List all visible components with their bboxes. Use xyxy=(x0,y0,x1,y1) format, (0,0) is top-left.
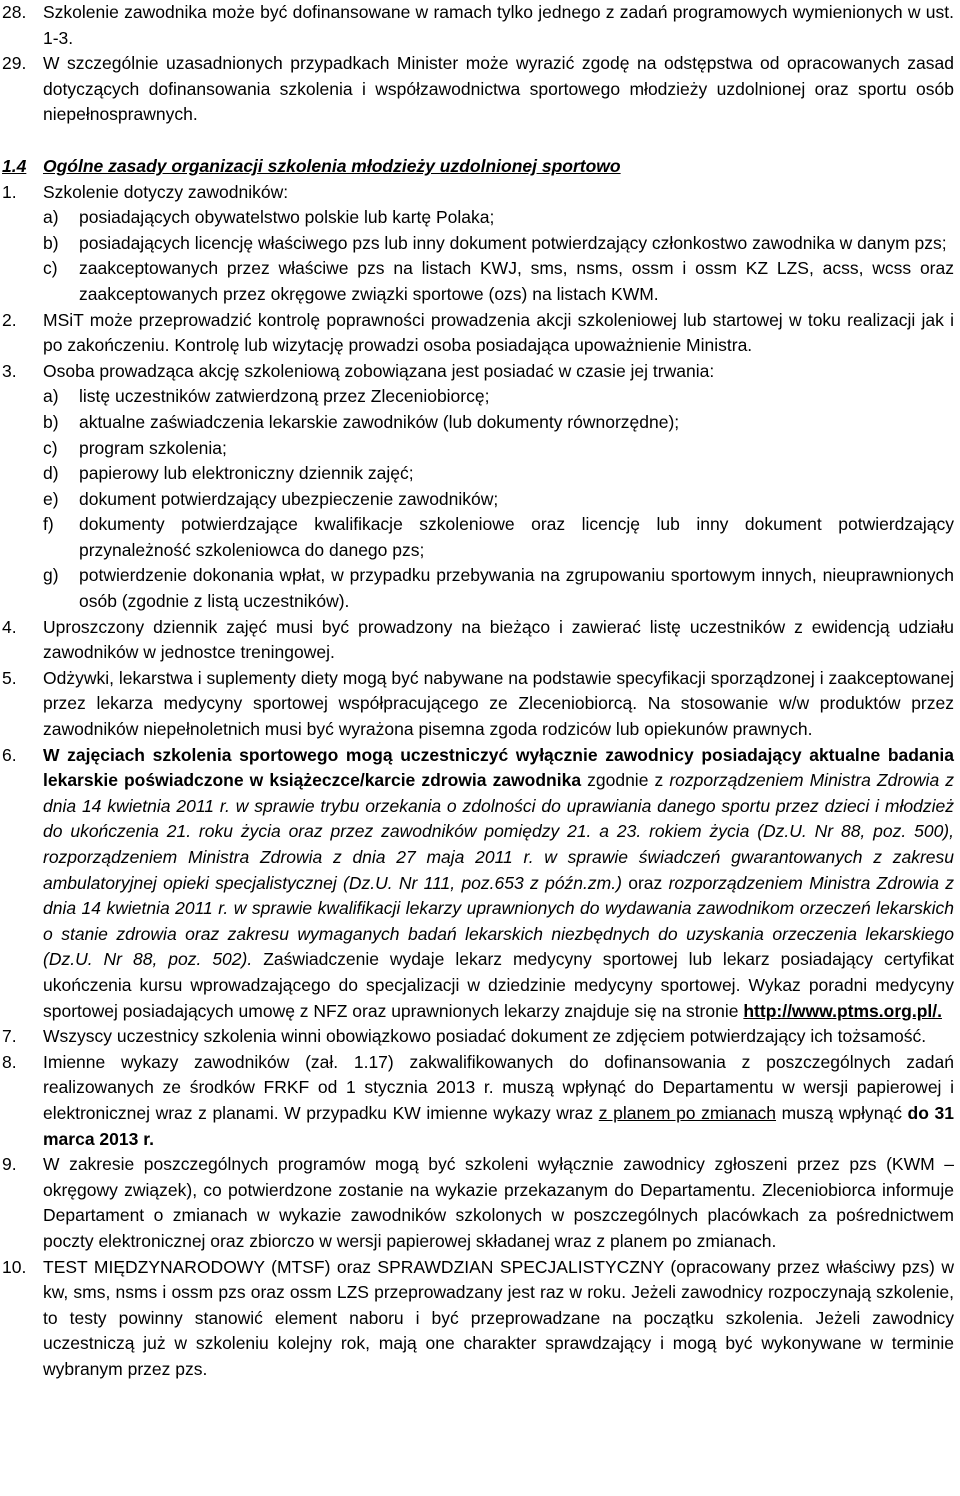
point-text: MSiT może przeprowadzić kontrolę poprawności prowadzenia akcji szkoleniowej lub startowej w toku realizacji jak i po zakończeniu. Kontrolę lub wizytację prowadzi osoba posiadająca upoważnienie Ministra. xyxy=(43,309,954,356)
point-3 xyxy=(0,359,960,615)
point-10 xyxy=(0,1255,960,1383)
point-8 xyxy=(0,1050,960,1152)
list-item: b) posiadających licencję właściwego pzs lub inny dokument potwierdzający członkostwo zawodnika w danym pzs; xyxy=(43,232,947,253)
point-number: 6. xyxy=(2,744,17,765)
list-item: c) zaakceptowanych przez właściwe pzs na listach KWJ, sms, nsms, ossm i ossm KZ LZS, acss, wcss oraz zaakceptowanych przez okręgowe związki sportowe (ozs) na listach KWM. xyxy=(43,258,954,304)
point-number: 2. xyxy=(2,309,17,330)
section-number: 1.4 xyxy=(2,155,27,176)
point-intro: Szkolenie dotyczy zawodników: xyxy=(43,181,289,202)
point-5 xyxy=(0,666,960,743)
paragraph-text: W szczególnie uzasadnionych przypadkach Minister może wyrazić zgodę na odstępstwa od opracowanych zasad dotyczących dofinansowania szkolenia i współzawodnictwa sportowego młodzieży uzdolnionej oraz sportu osób niepełnosprawnych. xyxy=(43,53,954,125)
bold-text: W zajęciach szkolenia sportowego mogą uczestniczyć wyłącznie zawodnicy posiadający aktualne badania lekarskie poświadczone w książeczce/karcie zdrowia zawodnika xyxy=(43,744,954,791)
point-9 xyxy=(0,1152,960,1254)
point-1 xyxy=(0,180,960,308)
paragraph-number: 28. xyxy=(2,2,27,22)
list-item: b) aktualne zaświadczenia lekarskie zawodników (lub dokumenty równorzędne); xyxy=(43,411,680,432)
point-number: 1. xyxy=(2,181,17,202)
ptms-link[interactable]: http://www.ptms.org.pl/. xyxy=(743,1000,942,1021)
point-number: 9. xyxy=(2,1154,17,1175)
list-item: a) listę uczestników zatwierdzoną przez Zleceniobiorcę; xyxy=(43,386,490,407)
paragraph-text: Szkolenie zawodnika może być dofinansowane w ramach tylko jednego z zadań programowych wymienionych w ust. 1-3. xyxy=(43,2,954,48)
point-number: 10. xyxy=(2,1256,27,1277)
point-4 xyxy=(0,615,960,666)
point-number: 8. xyxy=(2,1051,17,1072)
paragraph-number: 29. xyxy=(2,53,27,74)
paragraph-29 xyxy=(0,51,960,128)
point-intro: Osoba prowadząca akcję szkoleniową zobowiązana jest posiadać w czasie jej trwania: xyxy=(43,360,715,381)
section-title: Ogólne zasady organizacji szkolenia młodzieży uzdolnionej sportowo xyxy=(43,155,621,176)
point-text: Odżywki, lekarstwa i suplementy diety mogą być nabywane na podstawie specyfikacji sporządzonej i zaakceptowanej przez lekarza medycyny sportowej współpracującego ze Zleceniobiorcą. Na stosowanie w/w produktów przez zawodników niepełnoletnich musi być wyrażona pisemna zgoda rodziców lub opiekunów prawnych. xyxy=(43,667,954,740)
deadline-date: do 31 marca 2013 r. xyxy=(43,1102,954,1149)
list-item: f) dokumenty potwierdzające kwalifikacje szkoleniowe oraz licencję lub inny dokument potwierdzający przynależność szkoleniowca do danego pzs; xyxy=(43,514,954,560)
list-item: c) program szkolenia; xyxy=(43,437,227,458)
point-text: W zakresie poszczególnych programów mogą być szkoleni wyłącznie zawodnicy zgłoszeni przez pzs (KWM – okręgowy związek), co potwierdzone zostanie na wykazie przekazanym do Departamentu. Zleceniobiorca informuje Departament o zmianach w wykazie zawodników szkolonych w poszczególnych placówkach za pośrednictwem poczty elektronicznej oraz zbiorczo w wersji papierowej składanej wraz z planem po zmianach. xyxy=(43,1154,954,1251)
point-number: 3. xyxy=(2,360,17,381)
regulation-citation: rozporządzeniem Ministra Zdrowia z dnia 27 maja 2011 r. w sprawie świadczeń gwarantowanych z zakresu ambulatoryjnej opieki specjalistycznej (Dz.U. Nr 111, poz.653 z późn.zm.) xyxy=(43,847,954,893)
point-text: Wszyscy uczestnicy szkolenia winni obowiązkowo posiadać dokument ze zdjęciem potwierdzający ich tożsamość. xyxy=(43,1026,927,1047)
point-number: 7. xyxy=(2,1026,17,1047)
list-item: a) posiadających obywatelstwo polskie lub kartę Polaka; xyxy=(43,207,495,228)
point-number: 5. xyxy=(2,667,17,688)
point-6 xyxy=(0,743,960,1025)
regulation-citation: rozporządzeniem Ministra Zdrowia z dnia 14 kwietnia 2011 r. w sprawie kwalifikacji lekarzy uprawnionych do wydawania zawodnikom orzeczeń lekarskich o stanie zdrowia oraz zakresu wymaganych badań lekarskich niezbędnych do uzyskania orzeczenia lekarskiego (Dz.U. Nr 88, poz. 502). xyxy=(43,872,954,970)
paragraph-28 xyxy=(0,0,960,51)
point-7 xyxy=(0,1024,960,1050)
section-heading xyxy=(0,154,960,180)
list-item: g) potwierdzenie dokonania wpłat, w przypadku przebywania na zgrupowaniu sportowym innych, nieuprawnionych osób (zgodnie z listą uczestników). xyxy=(43,565,954,612)
underlined-text: z planem po zmianach xyxy=(598,1102,777,1123)
point-text: TEST MIĘDZYNARODOWY (MTSF) oraz SPRAWDZIAN SPECJALISTYCZNY (opracowany przez właściwy pzs) w kw, sms, nsms i ossm pzs oraz ossm LZS przeprowadzany jest raz w roku. Jeżeli zawodnicy rozpoczynają szkolenie, to testy powinny stanowić element naboru i być przeprowadzane na początku szkolenia. Jeżeli zawodnicy uczestniczą już w szkoleniu kolejny rok, mają one charakter sprawdzający i mogą być wykonywane w terminie wybranym przez pzs. xyxy=(43,1256,954,1379)
point-number: 4. xyxy=(2,616,17,637)
regulation-citation: rozporządzeniem Ministra Zdrowia z dnia 14 kwietnia 2011 r. w sprawie trybu orzekania o zdolności do uprawiania danego sportu przez dzieci i młodzież do ukończenia 21. roku życia oraz przez zawodników pomiędzy 21. a 23. rokiem życia (Dz.U. Nr 88, poz. 500), xyxy=(43,770,954,842)
list-item: d) papierowy lub elektroniczny dziennik zajęć; xyxy=(43,463,414,484)
point-text: W zajęciach szkolenia sportowego mogą uczestniczyć wyłącznie zawodnicy posiadający aktualne badania lekarskie poświadczone w książeczce/karcie zdrowia zawodnika zgodnie z rozporządzeniem Ministra Zdrowia z dnia 14 kwietnia 2011 r. w sprawie trybu orzekania o zdolności do uprawiania danego sportu przez dzieci i młodzież do ukończenia 21. roku życia oraz przez zawodników pomiędzy 21. a 23. rokiem życia (Dz.U. Nr 88, poz. 500), rozporządzeniem Ministra Zdrowia z dnia 27 maja 2011 r. w sprawie świadczeń gwarantowanych z zakresu ambulatoryjnej opieki specjalistycznej (Dz.U. Nr 111, poz.653 z późn.zm.) oraz rozporządzeniem Ministra Zdrowia z dnia 14 kwietnia 2011 r. w sprawie kwalifikacji lekarzy uprawnionych do wydawania zawodnikom orzeczeń lekarskich o stanie zdrowia oraz zakresu wymaganych badań lekarskich niezbędnych do uzyskania orzeczenia lekarskiego (Dz.U. Nr 88, poz. 502). Zaświadczenie wydaje lekarz medycyny sportowej lub lekarz posiadający certyfikat ukończenia kursu wprowadzającego do specjalizacji w dziedzinie medycyny sportowej. Wykaz poradni medycyny sportowej posiadających umowę z NFZ oraz uprawnionych lekarzy znajduje się na stronie http://www.ptms.org.pl/. xyxy=(43,744,954,1021)
list-item: e) dokument potwierdzający ubezpieczenie zawodników; xyxy=(43,488,499,509)
point-text: Imienne wykazy zawodników (zał. 1.17) zakwalifikowanych do dofinansowania z poszczególnych zadań realizowanych ze środków FRKF od 1 stycznia 2013 r. muszą wpłynąć do Departamentu w wersji papierowej i elektronicznej wraz z planami. W przypadku KW imienne wykazy wraz z planem po zmianach muszą wpłynąć do 31 marca 2013 r. xyxy=(43,1051,954,1149)
point-text: Uproszczony dziennik zajęć musi być prowadzony na bieżąco i zawierać listę uczestników z ewidencją udziału zawodników w jednostce treningowej. xyxy=(43,616,954,663)
point-2 xyxy=(0,308,960,359)
